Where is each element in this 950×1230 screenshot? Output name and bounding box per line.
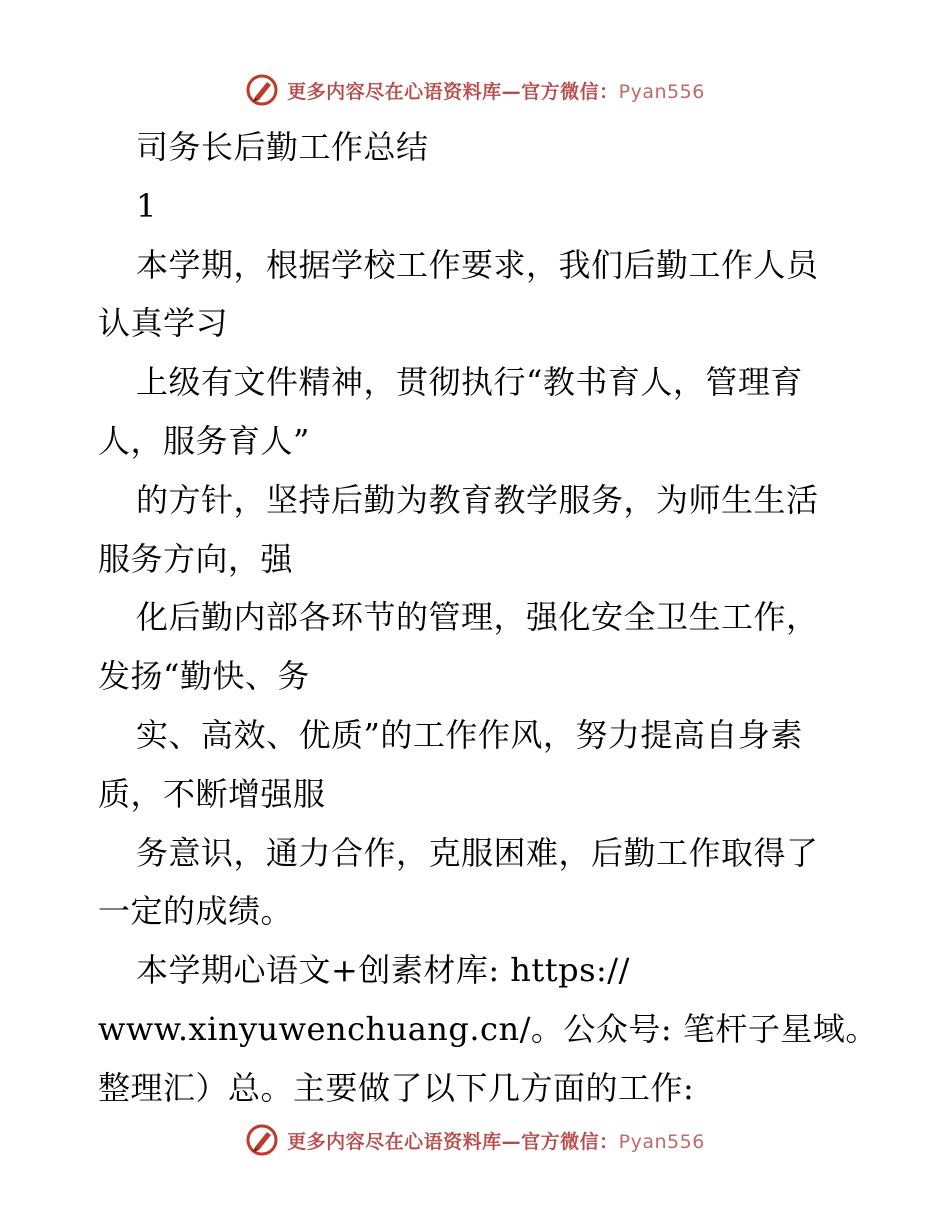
paragraph-line: 的方针，坚持后勤为教育教学服务，为师生生活 bbox=[136, 480, 819, 519]
paragraph-line: 服务方向，强 bbox=[98, 539, 294, 578]
paragraph-line: 务意识，通力合作，克服困难，后勤工作取得了 bbox=[136, 833, 819, 872]
paragraph-line: 本学期心语文+创素材库: https:// bbox=[136, 951, 630, 990]
paragraph-line: 上级有文件精神，贯彻执行“教书育人，管理育 bbox=[136, 363, 803, 402]
paragraph-line: 认真学习 bbox=[98, 304, 229, 343]
paragraph-line: 发扬“勤快、务 bbox=[98, 657, 310, 696]
paragraph-line: 化后勤内部各环节的管理，强化安全卫生工作， bbox=[136, 598, 819, 637]
paragraph-line: 质，不断增强服 bbox=[98, 774, 326, 813]
document-title: 司务长后勤工作总结 bbox=[136, 128, 429, 166]
footer-banner-label: 更多内容尽在心语资料库—官方微信： bbox=[287, 1130, 619, 1153]
footer-banner bbox=[0, 1120, 950, 1160]
paragraph-line: 整理汇）总。主要做了以下几方面的工作: bbox=[98, 1068, 695, 1107]
paragraph-line: 一定的成绩。 bbox=[98, 892, 294, 931]
footer-wechat-id: Pyan556 bbox=[618, 1130, 705, 1153]
paragraph-line: 实、高效、优质”的工作作风，努力提高自身素 bbox=[136, 715, 803, 754]
header-banner-text bbox=[287, 77, 705, 104]
pen-logo-icon bbox=[245, 73, 279, 107]
paragraph-line: 人，服务育人” bbox=[98, 421, 310, 460]
header-wechat-id: Pyan556 bbox=[618, 80, 705, 103]
header-banner bbox=[0, 70, 950, 110]
pen-logo-icon bbox=[245, 1123, 279, 1157]
header-banner-label: 更多内容尽在心语资料库—官方微信： bbox=[287, 80, 619, 103]
paragraph-line: 本学期，根据学校工作要求，我们后勤工作人员 bbox=[136, 245, 819, 284]
footer-banner-text bbox=[287, 1127, 705, 1154]
paragraph-line: www.xinyuwenchuang.cn/。公众号: 笔杆子星域。 bbox=[98, 1009, 878, 1048]
section-number: 1 bbox=[136, 186, 157, 225]
document-body bbox=[98, 118, 878, 1118]
